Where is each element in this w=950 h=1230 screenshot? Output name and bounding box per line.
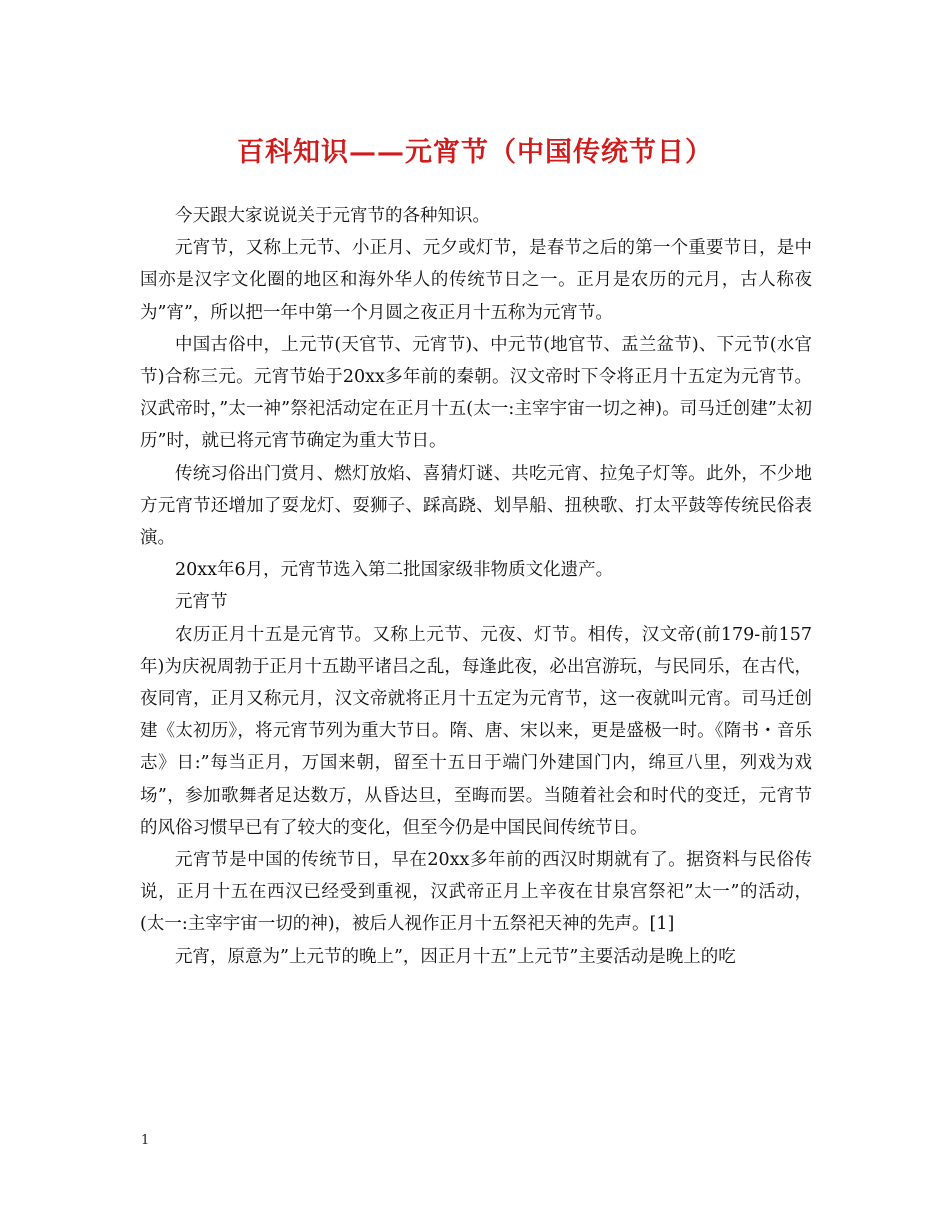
document-title: 百科知识——元宵节（中国传统节日） bbox=[237, 137, 713, 168]
paragraph: 今天跟大家说说关于元宵节的各种知识。 bbox=[175, 206, 490, 226]
section-heading: 元宵节 bbox=[175, 592, 228, 613]
paragraph: 农历正月十五是元宵节。又称上元节、元夜、灯节。相传，汉文帝(前179-前157年)为庆祝周勃于正月十五勘平诸吕之乱，每逢此夜，必出宫游玩，与民同乐，在古代，夜同宵，正月又称元月，汉文帝就将正月十五定为元宵节，这一夜就叫元宵。司马迁创建《太初历》，将元宵节列为重大节日。隋、唐、宋以来，更是盛极一时。《隋书・音乐志》日:”每当正月，万国来朝，留至十五日于端门外建国门内，绵亘八里，列戏为戏场”，参加歌舞者足达数万，从昏达旦，至晦而罢。当随着社会和时代的变迁，元宵节的风俗习惯早已有了较大的变化，但至今仍是中国民间传统节日。 bbox=[140, 624, 812, 838]
paragraph: 元宵节是中国的传统节日，早在20xx多年前的西汉时期就有了。据资料与民俗传说，正月十五在西汉已经受到重视，汉武帝正月上辛夜在甘泉宫祭祀”太一”的活动，(太一:主宰宇宙一切的神)，被后人视作正月十五祭祀天神的先声。[1] bbox=[140, 850, 812, 935]
document-body bbox=[140, 200, 812, 973]
paragraph: 元宵，原意为”上元节的晚上”，因正月十五”上元节”主要活动是晚上的吃 bbox=[175, 946, 736, 967]
paragraph: 中国古俗中，上元节(天官节、元宵节)、中元节(地官节、盂兰盆节)、下元节(水官节)合称三元。元宵节始于20xx多年前的秦朝。汉文帝时下令将正月十五定为元宵节。汉武帝时，”太一神”祭祀活动定在正月十五(太一:主宰宇宙一切之神)。司马迁创建”太初历”时，就已将元宵节确定为重大节日。 bbox=[140, 334, 812, 452]
paragraph: 20xx年6月，元宵节选入第二批国家级非物质文化遗产。 bbox=[175, 560, 614, 581]
paragraph: 传统习俗出门赏月、燃灯放焰、喜猜灯谜、共吃元宵、拉兔子灯等。此外，不少地方元宵节还增加了耍龙灯、耍狮子、踩高跷、划旱船、扭秧歌、打太平鼓等传统民俗表演。 bbox=[140, 463, 812, 549]
paragraph: 元宵节，又称上元节、小正月、元夕或灯节，是春节之后的第一个重要节日，是中国亦是汉字文化圈的地区和海外华人的传统节日之一。正月是农历的元月，古人称夜为”宵”，所以把一年中第一个月圆之夜正月十五称为元宵节。 bbox=[140, 238, 812, 323]
page-number: 1 bbox=[141, 1133, 150, 1148]
